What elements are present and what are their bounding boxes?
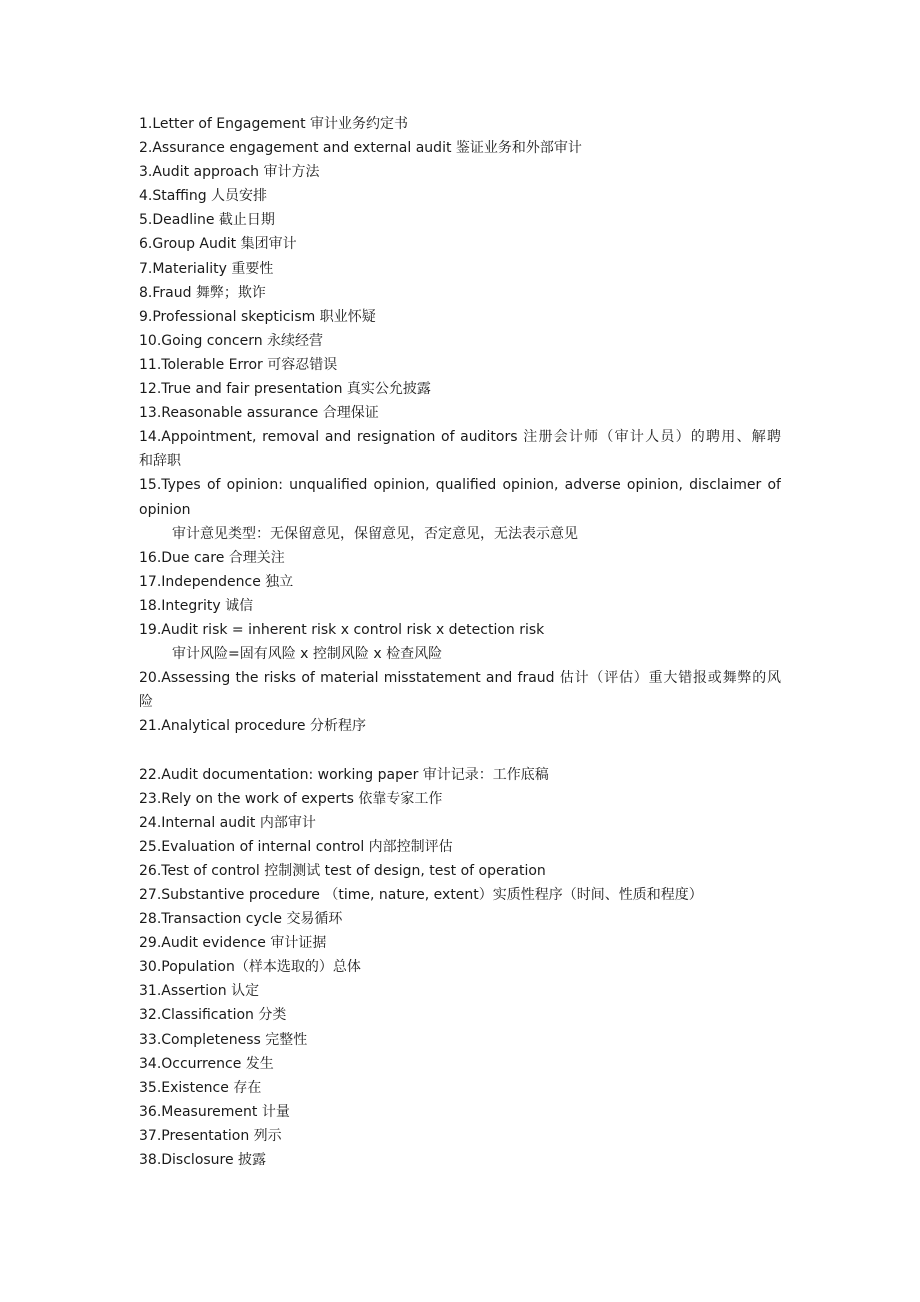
- document-line: 5.Deadline 截止日期: [139, 212, 275, 229]
- document-line: 6.Group Audit 集团审计: [139, 236, 297, 253]
- document-line: 36.Measurement 计量: [139, 1103, 290, 1120]
- document-line: 38.Disclosure 披露: [139, 1152, 267, 1169]
- document-line: 30.Population（样本选取的）总体: [139, 959, 361, 976]
- document-line: 10.Going concern 永续经营: [139, 332, 324, 349]
- document-line: 7.Materiality 重要性: [139, 260, 274, 277]
- document-line: 15.Types of opinion: unqualified opinion, qualified opinion, adverse opinion, disclaimer of: [139, 477, 781, 494]
- blank-line: [139, 738, 781, 762]
- document-line: 3.Audit approach 审计方法: [139, 164, 320, 181]
- document-line: 34.Occurrence 发生: [139, 1055, 274, 1072]
- document-line: 11.Tolerable Error 可容忍错误: [139, 356, 338, 373]
- document-line: 12.True and fair presentation 真实公允披露: [139, 381, 431, 398]
- document-line: 21.Analytical procedure 分析程序: [139, 718, 366, 735]
- document-line: 和辞职: [139, 453, 181, 470]
- document-body: [139, 112, 781, 1172]
- document-line: 35.Existence 存在: [139, 1079, 262, 1096]
- document-line: 32.Classification 分类: [139, 1007, 287, 1024]
- document-line: 8.Fraud 舞弊；欺诈: [139, 284, 266, 301]
- document-line: 审计意见类型：无保留意见，保留意见，否定意见，无法表示意见: [172, 525, 578, 542]
- document-line: 19.Audit risk = inherent risk x control risk x detection risk: [139, 621, 545, 638]
- document-line: 险: [139, 694, 153, 711]
- document-line: 23.Rely on the work of experts 依靠专家工作: [139, 790, 443, 807]
- document-line: 33.Completeness 完整性: [139, 1031, 308, 1048]
- document-line: 28.Transaction cycle 交易循环: [139, 911, 343, 928]
- document-line: 18.Integrity 诚信: [139, 597, 254, 614]
- document-line: 25.Evaluation of internal control 内部控制评估: [139, 838, 453, 855]
- document-line: 13.Reasonable assurance 合理保证: [139, 405, 379, 422]
- document-line: 26.Test of control 控制测试 test of design, test of operation: [139, 862, 546, 879]
- document-line: 9.Professional skepticism 职业怀疑: [139, 308, 376, 325]
- document-line: 22.Audit documentation: working paper 审计记录：工作底稿: [139, 766, 549, 783]
- document-line: 31.Assertion 认定: [139, 983, 260, 1000]
- document-line: 4.Staffing 人员安排: [139, 188, 268, 205]
- document-line: 29.Audit evidence 审计证据: [139, 935, 327, 952]
- document-line: 27.Substantive procedure （time, nature, extent）实质性程序（时间、性质和程度）: [139, 887, 703, 903]
- document-line: opinion: [139, 501, 191, 518]
- document-line: 2.Assurance engagement and external audit 鉴证业务和外部审计: [139, 140, 582, 157]
- document-line: 1.Letter of Engagement 审计业务约定书: [139, 116, 409, 132]
- document-line: 14.Appointment, removal and resignation of auditors 注册会计师（审计人员）的聘用、解聘: [139, 429, 781, 446]
- document-line: 审计风险=固有风险 x 控制风险 x 检查风险: [172, 646, 443, 663]
- document-line: 24.Internal audit 内部审计: [139, 814, 316, 831]
- document-line: 37.Presentation 列示: [139, 1127, 282, 1144]
- document-line: 16.Due care 合理关注: [139, 549, 285, 566]
- document-line: 17.Independence 独立: [139, 573, 294, 590]
- document-line: 20.Assessing the risks of material misstatement and fraud 估计（评估）重大错报或舞弊的风: [139, 670, 781, 687]
